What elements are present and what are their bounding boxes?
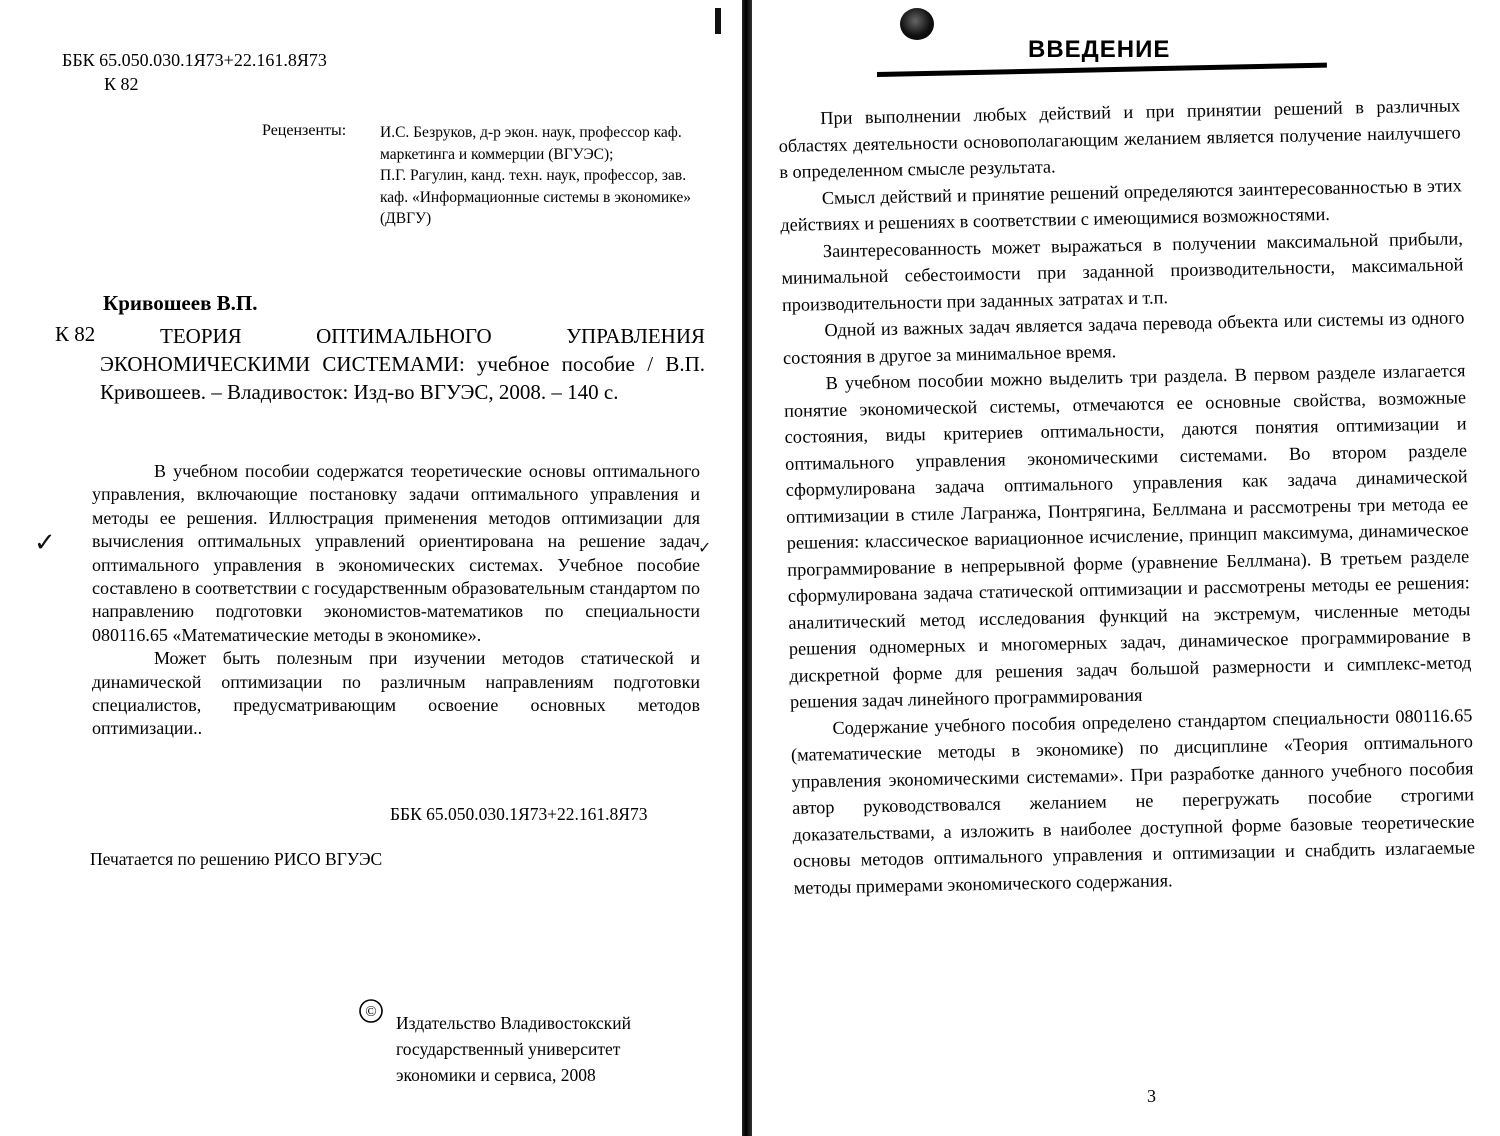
- bbk-code-bottom: ББК 65.050.030.1Я73+22.161.8Я73: [390, 804, 648, 824]
- publisher-line-1: Издательство Владивостокский: [396, 1013, 632, 1033]
- reviewer-1: И.С. Безруков, д-р экон. наук, профессор каф. маркетинга и коммерции (ВГУЭС);: [380, 124, 682, 163]
- chapter-heading: ВВЕДЕНИЕ: [1028, 36, 1171, 63]
- reviewers-list: [380, 122, 710, 230]
- annotation: [92, 460, 700, 741]
- copyright-icon: [358, 998, 384, 1024]
- bbk-code: ББК 65.050.030.1Я73+22.161.8Я73: [62, 50, 327, 70]
- ink-blot: [900, 8, 934, 40]
- bbk-header: [62, 48, 327, 96]
- intro-paragraph-5: В учебном пособии можно выделить три раздела. В первом разделе излагается понятие экономической системы, отмечаются ее основные свойства, возможные состояния, виды критериев оптимальности, даются понятия оптимизации и оптимального управления экономическими системами. Во втором разделе сформулирована задача оптимального управления как задача динамической оптимизации в стиле Лагранжа, Понтрягина, Беллмана и рассмотрены три метода ее решения: классическое вариационное исчисление, принцип максимума, динамическое программирование в непрерывной форме (уравнение Беллмана). В третьем разделе сформулирована задача статической оптимизации и рассмотрены методы ее решения: аналитический метод исследования функций на экстремум, численные методы решения одномерных и многомерных задач, динамическое программирование в дискретной форме для решения задач большой размерности и симплекс-метод решения задач линейного программирования: [783, 360, 1472, 712]
- publisher-line-3: экономики и сервиса, 2008: [396, 1065, 596, 1085]
- intro-paragraph-2: Смысл действий и принятие решений определяются заинтересованностью в этих действиях и решениях в соответствии с имеющимися возможностями.: [780, 174, 1462, 235]
- book-gutter: [742, 0, 752, 1136]
- book-code: К 82: [55, 322, 96, 346]
- page-number: 3: [1147, 1086, 1156, 1106]
- introduction-text: [778, 92, 1476, 901]
- intro-paragraph-1: При выполнении любых действий и при принятии решений в различных областях деятельности основополагающим желанием является получение наилучшего в определенном смысле результата.: [778, 95, 1461, 182]
- reviewers-label: Рецензенты:: [262, 122, 347, 139]
- publisher-line-2: государственный университет: [396, 1039, 621, 1059]
- annotation-paragraph-1: В учебном пособии содержатся теоретические основы оптимального управления, включающие постановку задачи оптимального управления и методы ее решения. Иллюстрация применения методов оптимизации для вычисления оптимальных управлений ориентирована на решение задач оптимального управления в экономических системах. Учебное пособие составлено в соответствии с государственным образовательным стандартом по направлению подготовки экономистов-математиков по специальности 080116.65 «Математические методы в экономике».: [92, 461, 700, 645]
- print-note: Печатается по решению РИСО ВГУЭС: [90, 849, 383, 869]
- annotation-paragraph-2: Может быть полезным при изучении методов статической и динамической оптимизации по различным направлениям подготовки специалистов, предусматривающим освоение основных методов оптимизации..: [92, 648, 700, 739]
- inline-checkmark-icon: ✓: [698, 538, 712, 557]
- book-bibliographic-title: [100, 322, 705, 406]
- author-name: Кривошеев В.П.: [103, 291, 258, 315]
- heading-underline: [877, 63, 1327, 77]
- intro-paragraph-4: Одной из важных задач является задача перевода объекта или системы из одного состояния в другое за минимальное время.: [782, 307, 1465, 368]
- copyright-symbol: ©: [365, 1004, 377, 1020]
- intro-paragraph-6: Содержание учебного пособия определено стандартом специальности 080116.65 (математические методы в экономике) по дисциплине «Теория оптимального управления экономическими системами». При разработке данного учебного пособия автор руководствовался желанием не перегружать пособие строгими доказательствами, а изложить в наиболее доступной форме базовые теоретические основы методов оптимального управления и оптимизации и снабдить излагаемые методы примерами экономического содержания.: [790, 704, 1476, 898]
- intro-paragraph-3: Заинтересованность может выражаться в получении максимальной прибыли, минимальной себестоимости при заданной производительности, максимальной производительности при заданных затратах и т.п.: [781, 227, 1464, 315]
- publisher-block: [396, 1010, 631, 1088]
- author-mark: К 82: [104, 74, 139, 94]
- left-page: [0, 0, 740, 1136]
- reviewer-2: П.Г. Рагулин, канд. техн. наук, профессор, зав. каф. «Информационные системы в экономике» (ДВГУ): [380, 167, 691, 227]
- right-page: [755, 0, 1500, 1136]
- margin-checkmark-icon: ✓: [34, 528, 56, 558]
- book-title-text: ТЕОРИЯ ОПТИМАЛЬНОГО УПРАВЛЕНИЯ ЭКОНОМИЧЕСКИМИ СИСТЕМАМИ: учебное пособие / В.П. Кривошеев. – Владивосток: Изд-во ВГУЭС, 2008. – 140 с.: [100, 324, 705, 404]
